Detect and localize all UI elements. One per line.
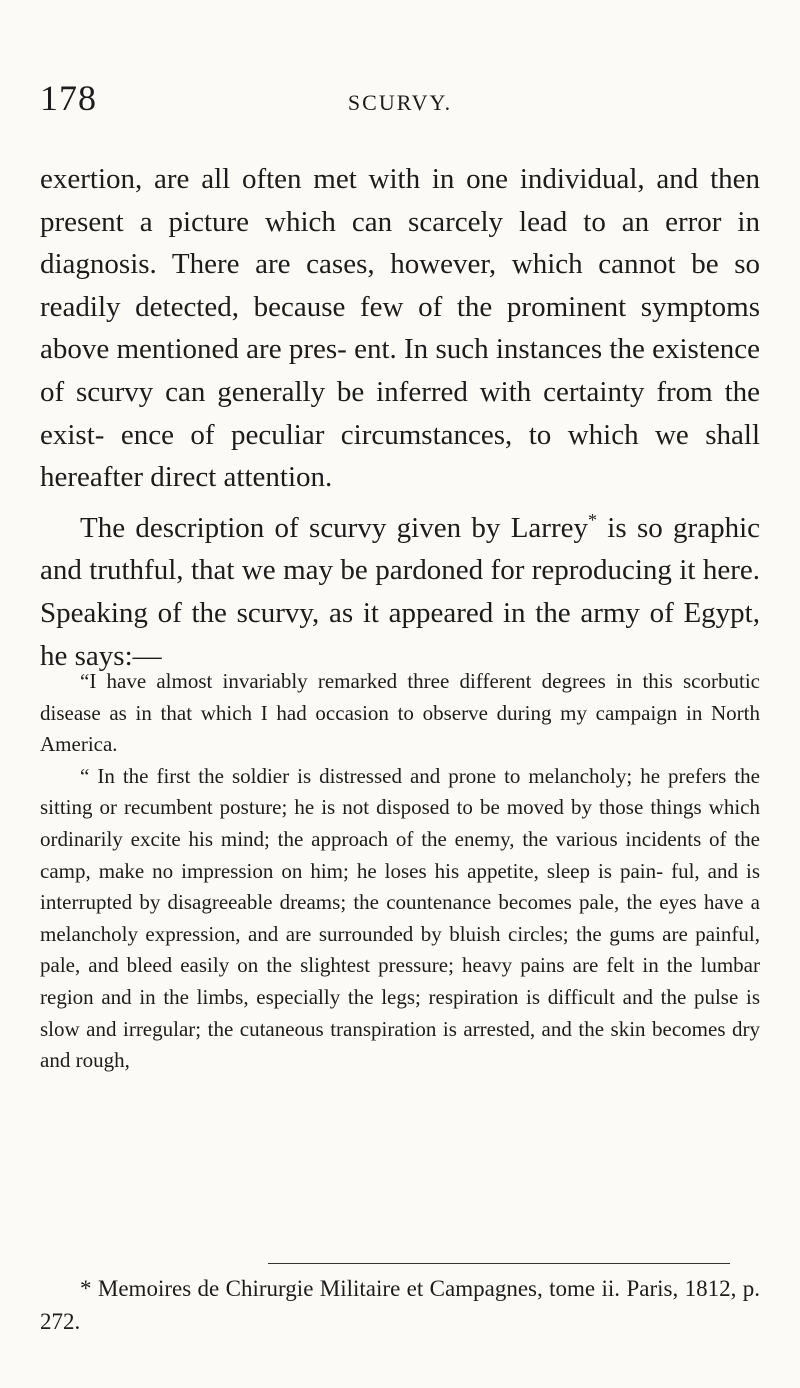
quote-paragraph-1: “I have almost invariably remarked three different degrees in this scorbutic disease as in that which I had occasion to observe during my campaign in North America. — [40, 669, 760, 757]
footnote — [40, 1272, 760, 1338]
quote-paragraph-2: “ In the first the soldier is distressed and prone to melancholy; he prefers the sitting or recumbent posture; he is not disposed to be moved by those things which ordinarily excite his mind; the approach of the enemy, the various incidents of the camp, make no impression on him; he loses his appetite, sleep is pain- ful, and is interrupted by disagreeable dreams; the countenance becomes pale, the eyes have a melancholy expression, and are surrounded by bluish circles; the gums are painful, pale, and bleed easily on the slightest pressure; heavy pains are felt in the lumbar region and in the limbs, especially the legs; respiration is difficult and the pulse is slow and irregular; the cutaneous transpiration is arrested, and the skin becomes dry and rough, — [40, 763, 760, 1073]
block-quote — [40, 666, 760, 1077]
running-title: SCURVY. — [347, 90, 453, 115]
body-paragraph-2-start: The description of scurvy given by Larrey — [80, 511, 588, 544]
body-paragraph-2 — [40, 499, 760, 677]
footnote-divider — [268, 1263, 730, 1264]
body-paragraph-2-end: is so graphic and truthful, that we may be pardoned for reproducing it here. Speaking of the scurvy, as it appeared in the army of Egypt, he says:— — [40, 511, 760, 672]
page-number: 178 — [40, 78, 97, 118]
footnote-marker: * — [587, 509, 597, 530]
main-text — [40, 158, 760, 677]
body-paragraph-1: exertion, are all often met with in one individual, and then present a picture which can scarcely lead to an error in diagnosis. There are cases, however, which cannot be so readily detected, because few of the prominent symptoms above mentioned are pres- ent. In such instances the existence of scurvy can generally be inferred with certainty from the exist- ence of peculiar circumstances, to which we shall hereafter direct attention. — [40, 163, 760, 494]
footnote-text: * Memoires de Chirurgie Militaire et Campagnes, tome ii. Paris, 1812, p. 272. — [40, 1276, 760, 1334]
